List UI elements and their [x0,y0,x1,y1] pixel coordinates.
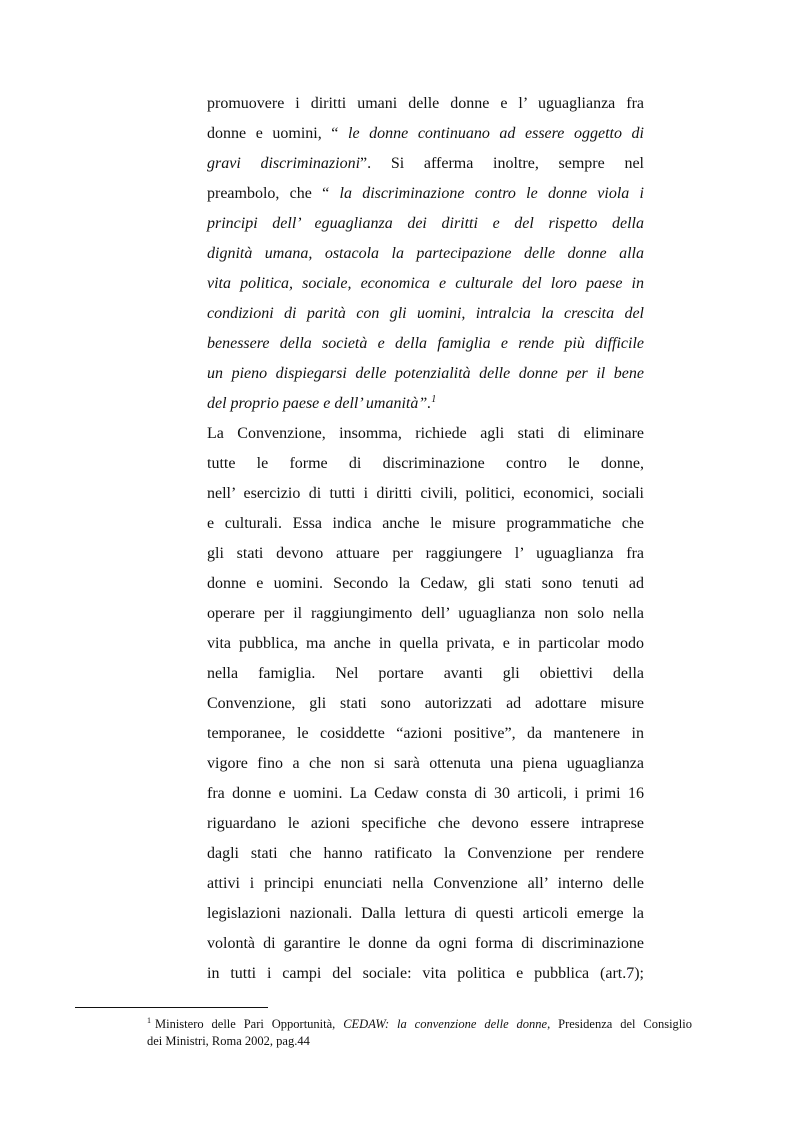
text-line: un pieno dispiegarsi delle potenzialità delle donne per il bene [207,365,644,382]
text-line: Convenzione, gli stati sono autorizzati ad adottare misure [207,695,644,712]
footnote [147,1016,692,1050]
text-line: condizioni di parità con gli uomini, intralcia la crescita del [207,305,644,322]
text-line: gravi discriminazioni”. Si afferma inoltre, sempre nel [207,155,644,172]
text-line: dignità umana, ostacola la partecipazione delle donne alla [207,245,644,262]
text-line: operare per il raggiungimento dell’ uguaglianza non solo nella [207,605,644,622]
text-line: temporanee, le cosiddette “azioni positive”, da mantenere in [207,725,644,742]
text-line: principi dell’ eguaglianza dei diritti e del rispetto della [207,215,644,232]
text-line: benessere della società e della famiglia e rende più difficile [207,335,644,352]
text-line: vigore fino a che non si sarà ottenuta una piena uguaglianza [207,755,644,772]
text-line: legislazioni nazionali. Dalla lettura di questi articoli emerge la [207,905,644,922]
text-line: dagli stati che hanno ratificato la Convenzione per rendere [207,845,644,862]
footnote-line: $^1$ Ministero delle Pari Opportunità, CEDAW: la convenzione delle donne, Presidenza del Consiglio [147,1016,692,1031]
footnote-divider [75,1007,268,1008]
text-line: riguardano le azioni specifiche che devono essere intraprese [207,815,644,832]
text-line: in tutti i campi del sociale: vita politica e pubblica (art.7); [207,965,644,982]
text-line: del proprio paese e dell’ umanità”.$^1$ [207,394,437,412]
text-line: donne e uomini, “ le donne continuano ad essere oggetto di [207,125,645,142]
text-line: e culturali. Essa indica anche le misure programmatiche che [207,515,644,532]
main-text [207,89,644,989]
quote-block [207,89,644,419]
footnote-title: CEDAW: la convenzione delle donne [343,1017,548,1031]
text-line: vita politica, sociale, economica e culturale del loro paese in [207,275,644,292]
text-line: vita pubblica, ma anche in quella privata, e in particolar modo [207,635,644,652]
text-line: La Convenzione, insomma, richiede agli stati di eliminare [207,425,644,442]
text-line: donne e uomini. Secondo la Cedaw, gli stati sono tenuti ad [207,575,644,592]
text-line: fra donne e uomini. La Cedaw consta di 30 articoli, i primi 16 [207,785,644,802]
text-line: nell’ esercizio di tutti i diritti civili, politici, economici, sociali [207,485,644,502]
text-line: volontà di garantire le donne da ogni forma di discriminazione [207,935,644,952]
footnote-number: 1 [147,1016,151,1025]
paragraph [207,419,644,989]
footnote-reference: 1 [431,394,437,405]
text-line: gli stati devono attuare per raggiungere l’ uguaglianza fra [207,545,644,562]
text-line: attivi i principi enunciati nella Convenzione all’ interno delle [207,875,644,892]
footnote-line: dei Ministri, Roma 2002, pag.44 [147,1034,310,1048]
text-line: promuovere i diritti umani delle donne e l’ uguaglianza fra [207,95,644,112]
text-line: nella famiglia. Nel portare avanti gli obiettivi della [207,665,644,682]
text-line: tutte le forme di discriminazione contro le donne, [207,455,644,472]
text-line: preambolo, che “ la discriminazione contro le donne viola i [207,185,644,202]
